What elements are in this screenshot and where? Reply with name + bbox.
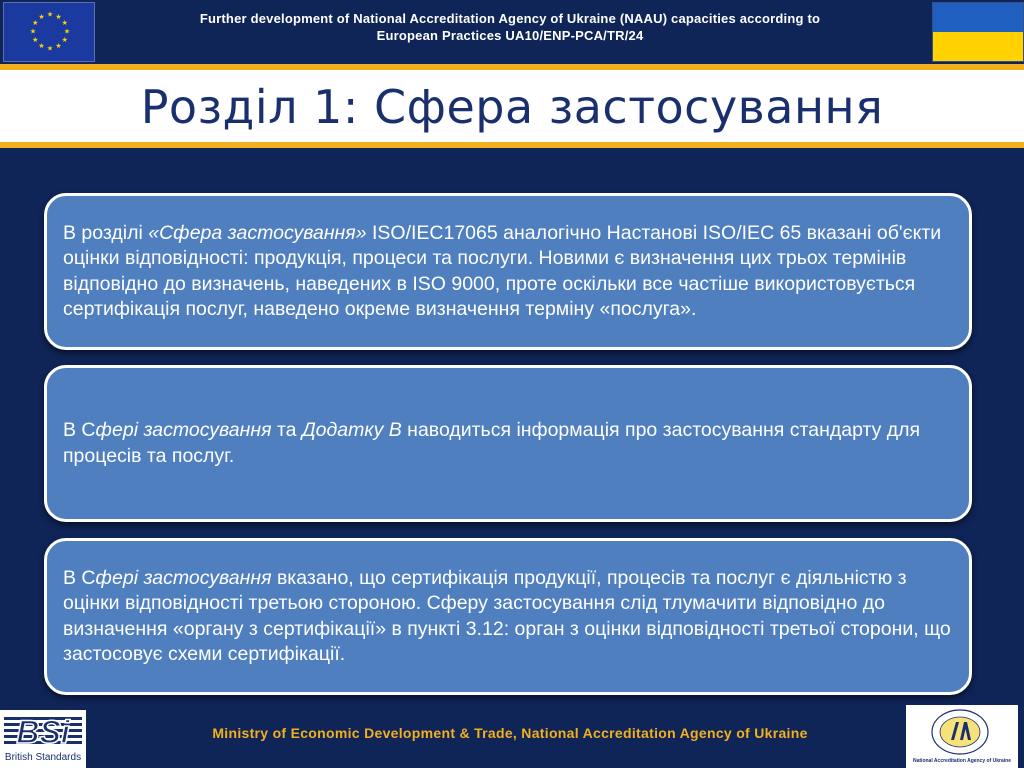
- text-run: В С: [63, 566, 96, 589]
- text-run: В розділі: [63, 221, 149, 244]
- text-run: В С: [63, 419, 96, 441]
- content-box-scope: [44, 193, 972, 350]
- eu-star-icon: ★: [38, 43, 45, 51]
- italic-run: Додатку В: [301, 419, 402, 441]
- eu-star-icon: ★: [61, 20, 68, 27]
- content-box-text: [63, 418, 953, 469]
- ukraine-flag-blue: [933, 3, 1023, 32]
- content-box-annex: [44, 365, 972, 522]
- footer-text: Ministry of Economic Development & Trade, National Accreditation Agency of Ukraine: [212, 725, 808, 741]
- italic-run: фері застосування: [95, 566, 272, 589]
- bsi-mark-icon: [4, 714, 82, 750]
- naau-logo: [906, 705, 1018, 768]
- eu-star-icon: ★: [55, 13, 62, 21]
- title-band: [0, 70, 1024, 142]
- ukraine-flag-icon: [932, 2, 1024, 62]
- text-run: вказано, що сертифікація продукції, процесів та послуг є діяльністю з оцінки відповідності третьою стороною. Сферу застосування слід тлумачити відповідно до визначення «органу з сертифікації» в пункті 3.12: орган з оцінки відповідності третьої сторони, що застосовує схеми сертифікації.: [63, 566, 951, 665]
- naau-emblem-icon: [930, 708, 990, 756]
- eu-flag-icon: [3, 2, 95, 62]
- gold-divider-bottom: [0, 142, 1024, 148]
- eu-star-icon: ★: [32, 37, 39, 44]
- eu-star-icon: ★: [63, 28, 71, 36]
- eu-star-icon: ★: [55, 43, 62, 51]
- header-title: [110, 10, 910, 44]
- eu-star-icon: ★: [46, 11, 54, 19]
- ukraine-flag-yellow: [933, 32, 1023, 61]
- header-bar: [0, 0, 1024, 64]
- content-box-certification: [44, 538, 972, 695]
- naau-caption: National Accreditation Agency of Ukraine: [913, 758, 1011, 764]
- eu-star-icon: ★: [32, 20, 39, 27]
- eu-star-icon: ★: [29, 28, 37, 36]
- header-title-line2: European Practices UA10/ENP-PCA/TR/24: [376, 28, 644, 43]
- content-box-text: [63, 566, 953, 668]
- text-run: ISO/IEC17065 аналогічно Настанові ISO/IEC 65 вказані об'єкти оцінки відповідності: продукція, процеси та послуги. Новими є визначення цих трьох термінів відповідно до визначень, наведених в ISO 9000, проте оскільки все частіше використовується сертифікація послуг, наведено окреме визначення терміну «послуга».: [63, 221, 942, 320]
- bsi-logo: [0, 710, 86, 768]
- text-run: наводиться інформація про застосування стандарту для процесів та послуг.: [63, 419, 921, 467]
- text-run: та: [271, 419, 302, 441]
- italic-run: «Сфера застосування»: [148, 221, 367, 244]
- slide-title: Розділ 1: Сфера застосування: [140, 80, 884, 134]
- header-title-line1: Further development of National Accreditation Agency of Ukraine (NAAU) capacities according to: [199, 11, 821, 26]
- eu-star-icon: ★: [61, 37, 68, 44]
- bsi-mark-text: BSi: [16, 714, 70, 750]
- eu-star-icon: ★: [38, 13, 45, 21]
- eu-star-icon: ★: [46, 45, 54, 53]
- content-box-text: [63, 221, 953, 323]
- italic-run: фері застосування: [95, 419, 272, 441]
- bsi-caption: British Standards: [4, 752, 82, 763]
